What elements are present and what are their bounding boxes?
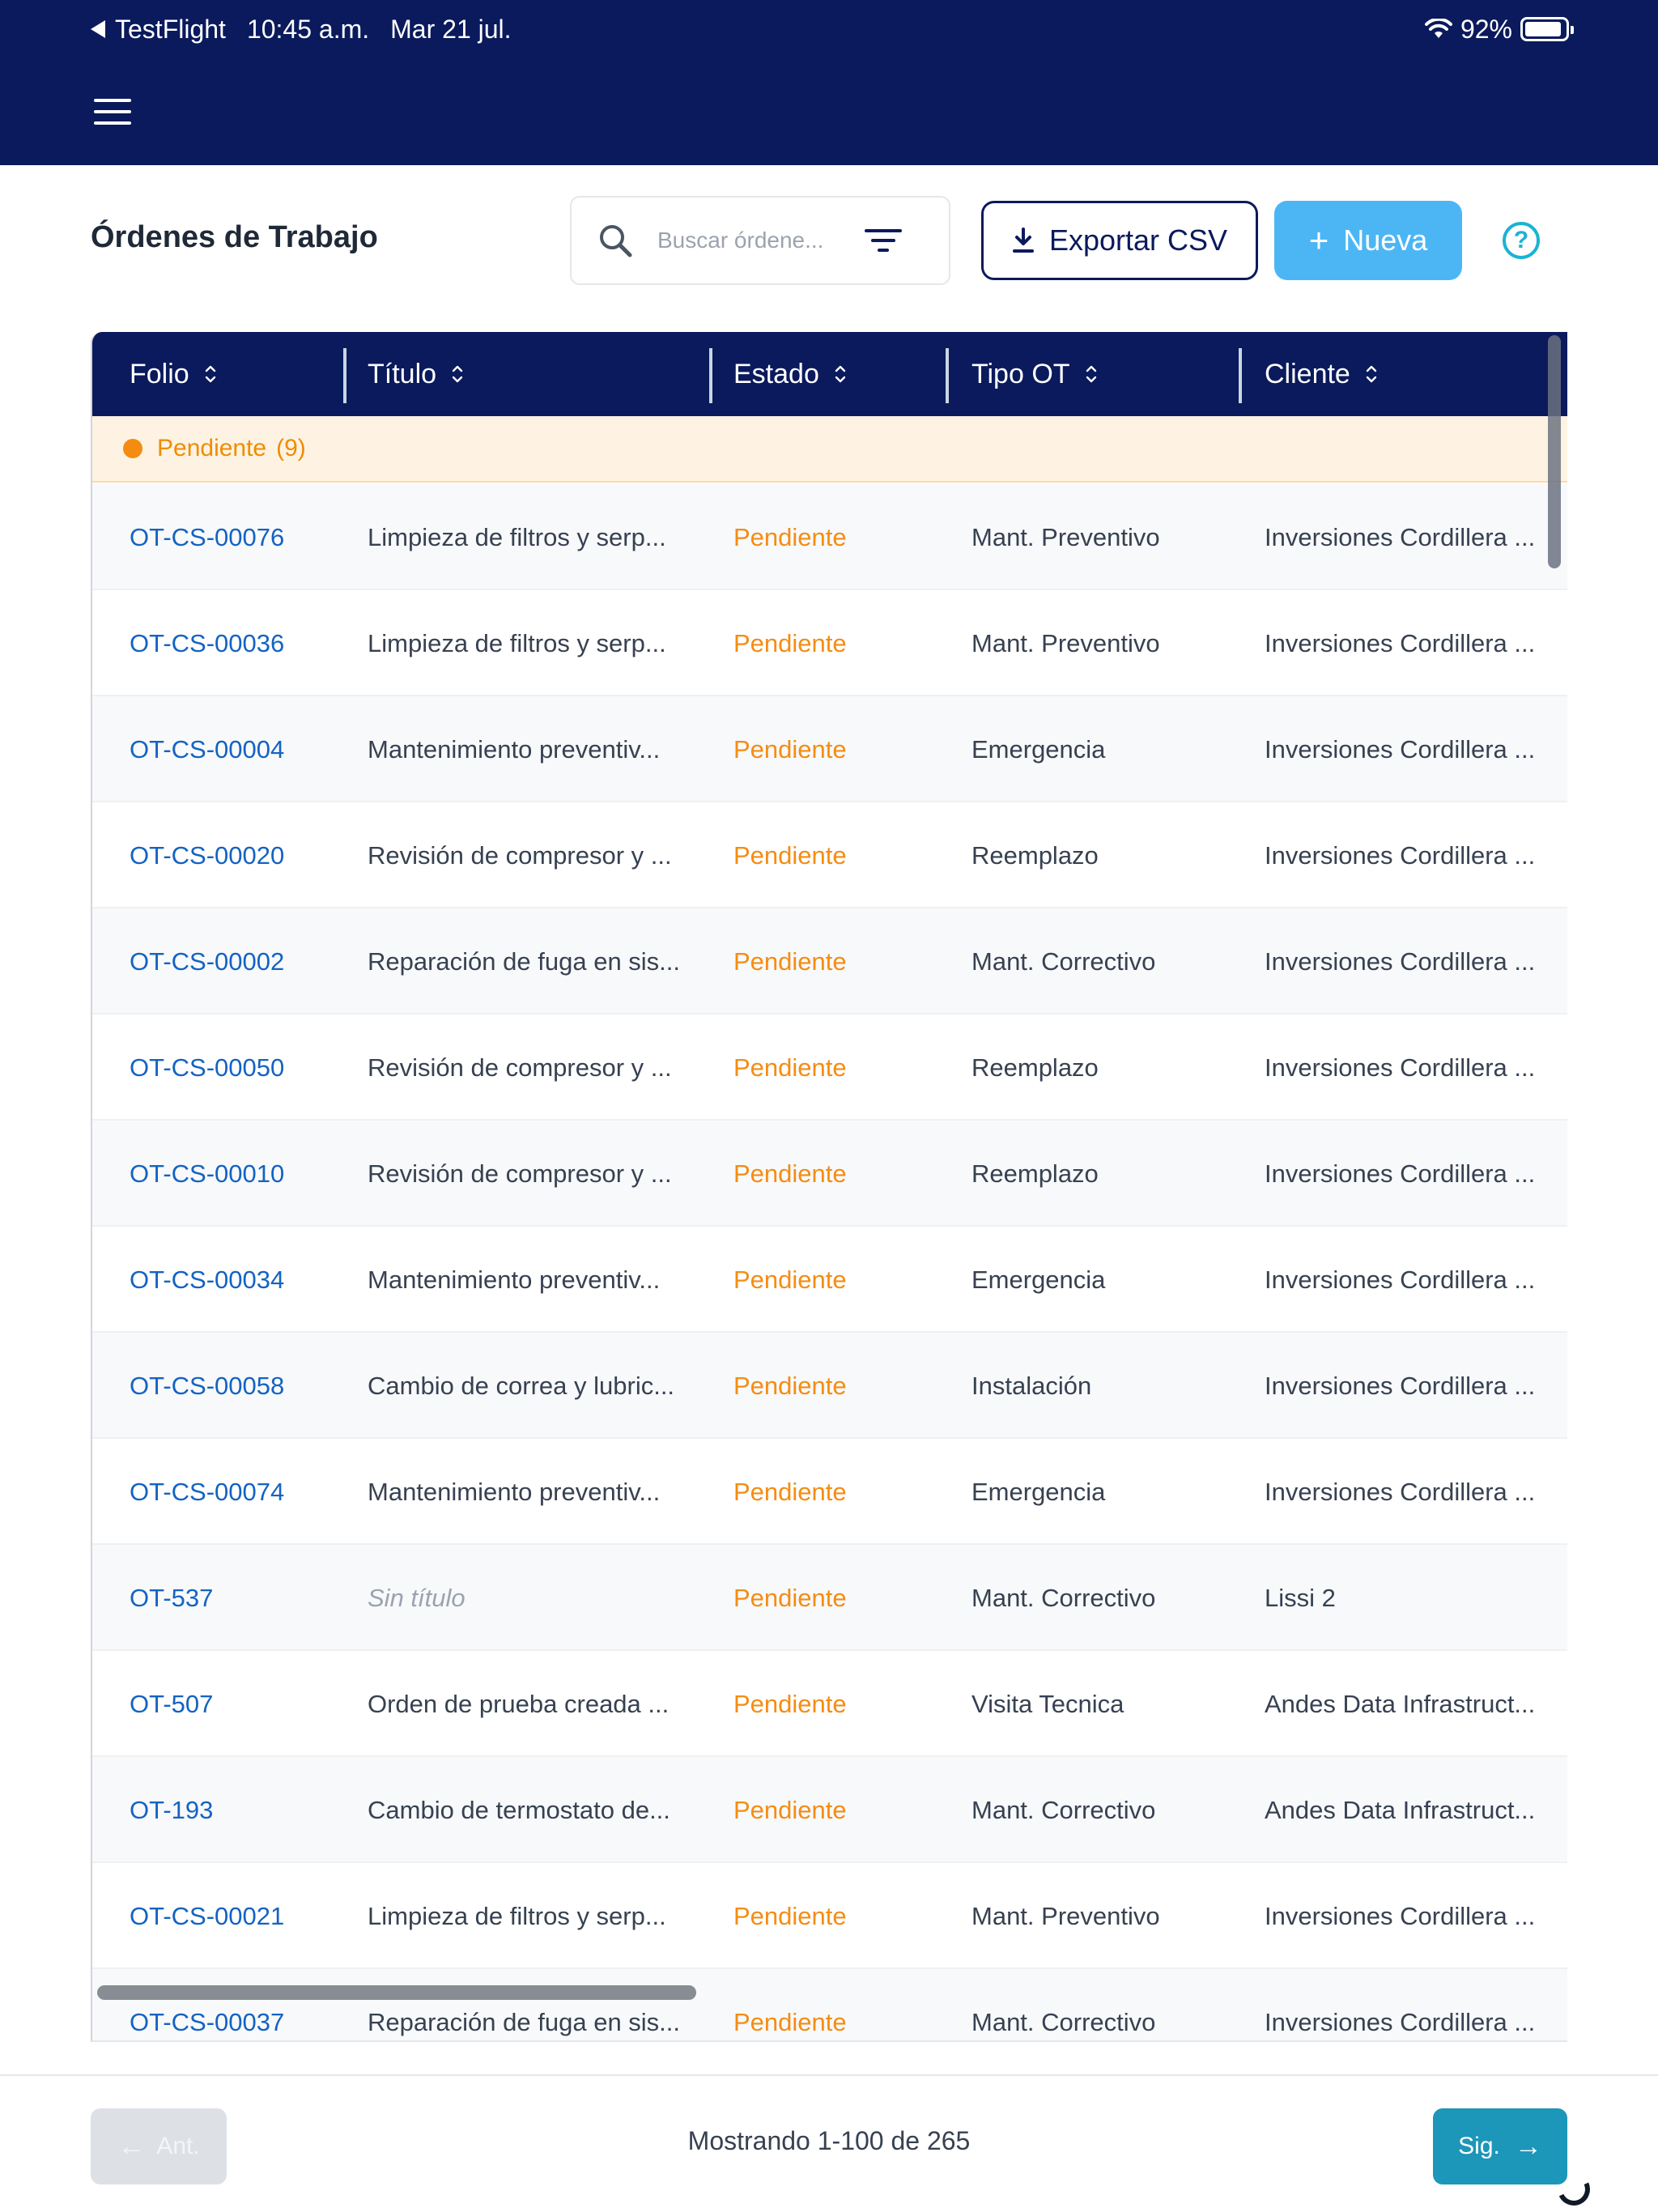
cell-folio-link[interactable]: OT-CS-00058 [130, 1371, 285, 1400]
table-row[interactable] [92, 1863, 1567, 1969]
cell-estado-status: Pendiente [733, 1583, 847, 1612]
orders-table [91, 332, 1567, 2042]
table-row[interactable] [92, 1121, 1567, 1227]
search-box[interactable] [570, 196, 950, 285]
column-resize-handle[interactable] [343, 348, 346, 403]
cell-tipo-ot: Instalación [971, 1371, 1092, 1400]
cell-tipo-ot: Visita Tecnica [971, 1689, 1124, 1718]
cell-estado-status: Pendiente [733, 2007, 847, 2036]
cell-folio-link[interactable]: OT-CS-00037 [130, 2007, 285, 2036]
page-title: Órdenes de Trabajo [91, 220, 378, 254]
group-label: Pendiente [157, 435, 267, 462]
table-row[interactable] [92, 1651, 1567, 1757]
column-header-label: Estado [733, 358, 819, 389]
wifi-icon [1425, 19, 1452, 40]
cell-cliente: Lissi 2 [1265, 1583, 1336, 1612]
cell-tipo-ot: Mant. Correctivo [971, 946, 1156, 976]
cell-titulo: Sin título [368, 1583, 466, 1612]
status-bar-right [1425, 11, 1569, 47]
sort-icon [204, 364, 217, 385]
cell-tipo-ot: Emergencia [971, 1477, 1106, 1506]
cell-estado-status: Pendiente [733, 1901, 847, 1930]
cell-estado-status: Pendiente [733, 946, 847, 976]
cell-estado-status: Pendiente [733, 628, 847, 657]
cell-folio-link[interactable]: OT-CS-00036 [130, 628, 285, 657]
cell-titulo: Limpieza de filtros y serp... [368, 1901, 666, 1930]
cell-cliente: Inversiones Cordillera ... [1265, 1477, 1536, 1506]
cell-folio-link[interactable]: OT-CS-00004 [130, 734, 285, 764]
group-count: (9) [276, 435, 306, 462]
search-icon [596, 221, 635, 260]
cell-tipo-ot: Mant. Correctivo [971, 1583, 1156, 1612]
table-row[interactable] [92, 1333, 1567, 1439]
export-csv-label: Exportar CSV [1048, 223, 1228, 257]
battery-icon [1520, 17, 1569, 41]
column-resize-handle[interactable] [946, 348, 949, 403]
cell-tipo-ot: Reemplazo [971, 840, 1099, 870]
plus-icon: + [1308, 221, 1329, 259]
table-row[interactable] [92, 696, 1567, 802]
cell-folio-link[interactable]: OT-537 [130, 1583, 214, 1612]
cell-tipo-ot: Mant. Preventivo [971, 1901, 1160, 1930]
column-header-estado[interactable] [733, 332, 847, 416]
table-row[interactable] [92, 1545, 1567, 1651]
next-page-label: Sig. [1458, 2133, 1500, 2159]
cell-folio-link[interactable]: OT-CS-00074 [130, 1477, 285, 1506]
new-order-button[interactable] [1274, 201, 1462, 280]
cell-cliente: Inversiones Cordillera ... [1265, 1265, 1536, 1294]
table-header [92, 332, 1567, 416]
cell-titulo: Limpieza de filtros y serp... [368, 522, 666, 551]
cell-cliente: Inversiones Cordillera ... [1265, 522, 1536, 551]
cell-cliente: Inversiones Cordillera ... [1265, 1159, 1536, 1188]
next-page-button[interactable] [1433, 2108, 1567, 2184]
cell-tipo-ot: Emergencia [971, 734, 1106, 764]
column-header-titulo[interactable] [368, 332, 464, 416]
cell-folio-link[interactable]: OT-CS-00050 [130, 1053, 285, 1082]
column-resize-handle[interactable] [1239, 348, 1242, 403]
cell-folio-link[interactable]: OT-193 [130, 1795, 214, 1824]
cell-tipo-ot: Reemplazo [971, 1159, 1099, 1188]
cell-titulo: Limpieza de filtros y serp... [368, 628, 666, 657]
cell-titulo: Mantenimiento preventiv... [368, 1477, 661, 1506]
cell-estado-status: Pendiente [733, 1689, 847, 1718]
cell-tipo-ot: Mant. Correctivo [971, 1795, 1156, 1824]
cell-estado-status: Pendiente [733, 1477, 847, 1506]
column-header-tipo-ot[interactable] [971, 332, 1098, 416]
table-row[interactable] [92, 1969, 1567, 2042]
table-row[interactable] [92, 1227, 1567, 1333]
previous-page-label: Ant. [156, 2133, 200, 2159]
cell-titulo: Revisión de compresor y ... [368, 1053, 672, 1082]
export-csv-button[interactable] [981, 201, 1258, 280]
filter-icon[interactable] [863, 224, 903, 257]
column-header-label: Folio [130, 358, 189, 389]
pagination-info: Mostrando 1-100 de 265 [687, 2126, 971, 2155]
cell-titulo: Reparación de fuga en sis... [368, 946, 681, 976]
column-header-label: Título [368, 358, 437, 389]
search-input[interactable] [657, 228, 852, 253]
arrow-right-icon: → [1514, 2130, 1542, 2162]
cell-titulo: Reparación de fuga en sis... [368, 2007, 681, 2036]
cell-folio-link[interactable]: OT-CS-00010 [130, 1159, 285, 1188]
cell-titulo: Mantenimiento preventiv... [368, 734, 661, 764]
cell-estado-status: Pendiente [733, 840, 847, 870]
column-header-cliente[interactable] [1265, 332, 1378, 416]
table-row[interactable] [92, 802, 1567, 908]
cell-titulo: Cambio de termostato de... [368, 1795, 670, 1824]
cell-titulo: Cambio de correa y lubric... [368, 1371, 675, 1400]
cell-folio-link[interactable]: OT-CS-00020 [130, 840, 285, 870]
arrow-left-icon: ← [117, 2130, 146, 2162]
sort-icon [1085, 364, 1098, 385]
sort-icon [834, 364, 847, 385]
cell-estado-status: Pendiente [733, 1795, 847, 1824]
pagination-bar [0, 2074, 1658, 2212]
cell-folio-link[interactable]: OT-CS-00021 [130, 1901, 285, 1930]
hamburger-menu-icon[interactable] [94, 99, 131, 125]
cell-estado-status: Pendiente [733, 1371, 847, 1400]
cell-tipo-ot: Mant. Preventivo [971, 628, 1160, 657]
cell-estado-status: Pendiente [733, 522, 847, 551]
sort-icon [451, 364, 464, 385]
table-row[interactable] [92, 1757, 1567, 1863]
sort-icon [1365, 364, 1378, 385]
horizontal-scrollbar[interactable] [97, 1985, 696, 2000]
status-bar-left [91, 13, 512, 45]
top-bar [0, 0, 1658, 165]
cell-estado-status: Pendiente [733, 1159, 847, 1188]
download-icon [1012, 228, 1035, 253]
cell-tipo-ot: Mant. Preventivo [971, 522, 1160, 551]
column-header-label: Tipo OT [971, 358, 1070, 389]
cell-titulo: Revisión de compresor y ... [368, 1159, 672, 1188]
cell-titulo: Orden de prueba creada ... [368, 1689, 670, 1718]
cell-cliente: Inversiones Cordillera ... [1265, 840, 1536, 870]
status-date: Mar 21 jul. [390, 14, 512, 44]
table-row[interactable] [92, 908, 1567, 1015]
cell-estado-status: Pendiente [733, 1265, 847, 1294]
new-order-label: Nueva [1343, 223, 1428, 257]
cell-cliente: Inversiones Cordillera ... [1265, 628, 1536, 657]
cell-cliente: Inversiones Cordillera ... [1265, 946, 1536, 976]
cell-cliente: Inversiones Cordillera ... [1265, 2007, 1536, 2036]
cell-cliente: Andes Data Infrastruct... [1265, 1795, 1536, 1824]
cell-folio-link[interactable]: OT-CS-00076 [130, 522, 285, 551]
table-row[interactable] [92, 1439, 1567, 1545]
cell-cliente: Inversiones Cordillera ... [1265, 1053, 1536, 1082]
cell-titulo: Mantenimiento preventiv... [368, 1265, 661, 1294]
cell-tipo-ot: Mant. Correctivo [971, 2007, 1156, 2036]
cell-estado-status: Pendiente [733, 734, 847, 764]
status-time: 10:45 a.m. [246, 14, 370, 44]
cell-estado-status: Pendiente [733, 1053, 847, 1082]
back-to-app-icon[interactable] [91, 20, 105, 38]
cell-titulo: Revisión de compresor y ... [368, 840, 672, 870]
back-app-label[interactable]: TestFlight [115, 14, 226, 44]
vertical-scrollbar[interactable] [1548, 335, 1561, 568]
cell-folio-link[interactable]: OT-507 [130, 1689, 214, 1718]
cell-folio-link[interactable]: OT-CS-00034 [130, 1265, 285, 1294]
cell-folio-link[interactable]: OT-CS-00002 [130, 946, 285, 976]
cell-tipo-ot: Reemplazo [971, 1053, 1099, 1082]
table-row[interactable] [92, 590, 1567, 696]
battery-percent: 92% [1460, 14, 1512, 44]
cell-cliente: Andes Data Infrastruct... [1265, 1689, 1536, 1718]
group-header-pendiente[interactable] [92, 416, 1567, 483]
cell-cliente: Inversiones Cordillera ... [1265, 734, 1536, 764]
column-header-label: Cliente [1265, 358, 1350, 389]
cell-tipo-ot: Emergencia [971, 1265, 1106, 1294]
cell-cliente: Inversiones Cordillera ... [1265, 1371, 1536, 1400]
column-header-folio[interactable] [130, 332, 217, 416]
help-icon[interactable]: ? [1503, 222, 1540, 259]
column-resize-handle[interactable] [709, 348, 712, 403]
cell-cliente: Inversiones Cordillera ... [1265, 1901, 1536, 1930]
table-row[interactable] [92, 1015, 1567, 1121]
table-row[interactable] [92, 484, 1567, 590]
status-dot-icon [123, 439, 142, 458]
